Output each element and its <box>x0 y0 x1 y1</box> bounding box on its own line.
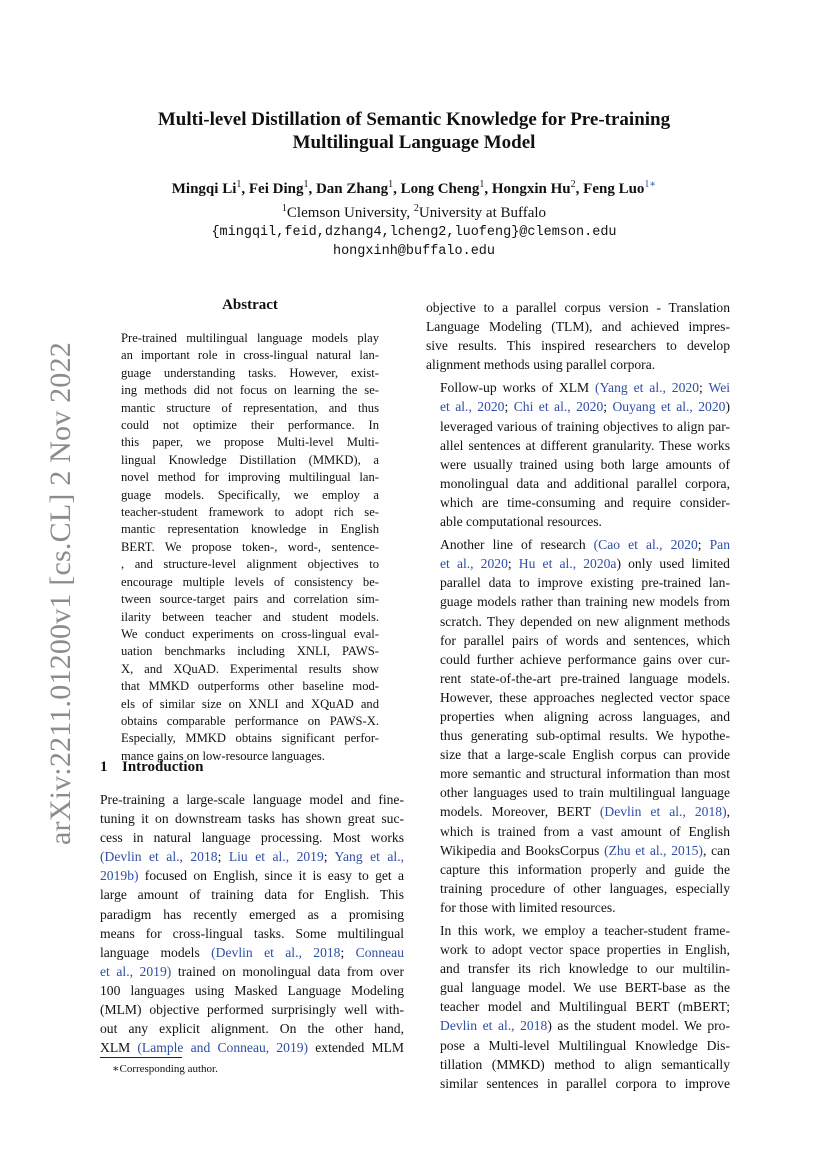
author-affiliation-mark: 1∗ <box>644 179 657 190</box>
abstract-line: teacher-student framework to adopt rich se- <box>121 505 379 520</box>
text-line <box>426 688 730 707</box>
abstract-line: could not optimize their performance. In <box>121 418 379 433</box>
citation-link: (Yang et al., 2020 <box>595 380 699 396</box>
text-segment: scratch. They depended on new alignment methods <box>440 613 730 629</box>
text-segment: could further achieve performance gains over cur- <box>440 651 730 667</box>
intro-paragraph-3 <box>426 535 730 917</box>
text-segment: ; <box>699 380 709 396</box>
text-segment: ; <box>504 399 514 415</box>
text-segment: , <box>726 804 731 820</box>
author-block <box>100 175 728 261</box>
text-segment: for parallel pairs of words and sentences, which <box>440 632 730 648</box>
text-segment: training procedure of other languages, especially <box>440 880 730 896</box>
text-segment: were usually trained using both large amounts of <box>440 456 730 472</box>
text-segment: pose a Multi-level Multilingual Knowledge Dis- <box>440 1037 730 1053</box>
paper-title <box>100 108 728 154</box>
citation-link: (Zhu et al., 2015) <box>604 842 703 858</box>
text-segment: monolingual data and additional parallel corpora, <box>440 475 730 491</box>
author-name: Long Cheng <box>400 181 480 197</box>
text-segment: Wikipedia and BooksCorpus <box>440 842 605 858</box>
text-line <box>426 802 730 821</box>
text-line <box>100 905 404 924</box>
text-line <box>426 745 730 764</box>
text-line <box>100 981 404 1000</box>
text-segment: similar sentences in parallel corpora to improve <box>440 1075 730 1091</box>
text-segment: guage models rather than training new models from <box>440 594 730 610</box>
section-number: 1 <box>100 759 108 775</box>
text-segment: ; <box>697 537 710 553</box>
abstract-line: an important role in cross-lingual natural lan- <box>121 348 379 363</box>
author-affiliation-mark: 1 <box>236 179 242 190</box>
abstract-line: BERT. We propose token-, word-, sentence- <box>121 539 379 554</box>
text-segment: ) <box>725 399 730 415</box>
text-segment: ; <box>603 399 613 415</box>
text-segment: large amount of training data for English. This <box>100 887 404 903</box>
text-line <box>426 355 730 374</box>
text-line <box>426 997 730 1016</box>
abstract-heading: Abstract <box>222 297 278 313</box>
text-segment: rent state-of-the-art pre-trained language models. <box>440 670 730 686</box>
text-line <box>426 921 730 940</box>
text-line <box>426 493 730 512</box>
citation-link: Pan <box>709 537 730 553</box>
title-line-1: Multi-level Distillation of Semantic Knowledge for Pre-training <box>157 109 671 130</box>
arxiv-identifier: arXiv:2211.01200v1 [cs.CL] 2 Nov 2022 <box>44 342 77 845</box>
citation-link: et al., 2020 <box>440 556 508 572</box>
citation-link: (Devlin et al., 2018 <box>211 944 341 960</box>
citation-link: (Lample and Conneau, 2019) <box>137 1040 309 1056</box>
text-line <box>426 940 730 959</box>
text-line <box>426 879 730 898</box>
abstract-line: this paper, we propose Multi-level Multi- <box>121 435 379 450</box>
text-segment: Language Modeling (TLM), and achieved impres- <box>426 319 730 335</box>
citation-link: (Cao et al., 2020 <box>593 537 698 553</box>
email-line-1: {mingqil,feid,dzhang4,lcheng2,luofeng}@clemson.edu <box>211 225 617 240</box>
text-line <box>426 573 730 592</box>
abstract-line: lingual Knowledge Distillation (MMKD), a <box>121 452 379 467</box>
abstract-line: ing methods did not focus on learning the se- <box>121 383 379 398</box>
abstract-body <box>121 330 379 765</box>
text-segment: which is trained from a vast amount of English <box>440 823 730 839</box>
author-name: Feng Luo <box>583 181 645 197</box>
text-line <box>100 924 404 943</box>
affil-sup-1: 1 <box>281 203 287 214</box>
text-segment: means for cross-lingual tasks. Some multilingual <box>100 925 404 941</box>
text-segment: size that a large-scale English corpus can provide <box>440 747 730 763</box>
text-segment: ; <box>217 849 229 865</box>
intro-paragraph-1 <box>100 790 404 1057</box>
text-segment: extended MLM <box>308 1040 404 1056</box>
citation-link: Yang et al., <box>334 849 404 865</box>
text-line <box>426 592 730 611</box>
text-line <box>426 512 730 531</box>
abstract-line: encourage multiple levels of consistency be- <box>121 574 379 589</box>
text-line <box>426 650 730 669</box>
text-segment: allel sentences at different granularity. These works <box>440 437 730 453</box>
text-line <box>426 898 730 917</box>
abstract-line: Especially, MMKD obtains significant perfor- <box>121 731 379 746</box>
text-line <box>100 943 404 962</box>
abstract-line: els of similar size on XNLI and XQuAD and <box>121 696 379 711</box>
citation-link: Liu et al., 2019 <box>228 849 324 865</box>
text-segment: ; <box>323 849 335 865</box>
text-line <box>426 669 730 688</box>
text-line <box>426 474 730 493</box>
text-segment: more semantic and structural information than most <box>440 766 730 782</box>
text-line <box>100 828 404 847</box>
text-segment: gual language model. We use BERT-base as the <box>440 980 730 996</box>
text-segment: Another line of research <box>440 537 594 553</box>
footnote-rule <box>100 1057 182 1058</box>
text-line <box>426 841 730 860</box>
text-line <box>426 1016 730 1035</box>
text-segment: which are time-consuming and require consider- <box>440 494 730 510</box>
text-line <box>426 764 730 783</box>
text-segment: properties when aligning across languages, and <box>440 708 730 724</box>
text-line <box>426 378 730 397</box>
author-affiliation-mark: 2 <box>570 179 576 190</box>
text-line <box>426 317 730 336</box>
text-segment: sive results. This inspired researchers to develop <box>426 338 730 354</box>
intro-paragraph-1-continued <box>426 298 730 374</box>
text-line <box>100 866 404 885</box>
text-line <box>100 809 404 828</box>
citation-link: Hu et al., 2020a <box>518 556 617 572</box>
text-segment: paradigm has recently emerged as a promising <box>100 906 404 922</box>
text-line <box>100 1000 404 1019</box>
abstract-line: novel method for improving multilingual lan- <box>121 470 379 485</box>
text-segment: Follow-up works of XLM <box>440 380 596 396</box>
text-line <box>426 535 730 554</box>
text-line <box>426 978 730 997</box>
text-line <box>426 959 730 978</box>
text-line <box>100 1019 404 1038</box>
right-column <box>426 298 730 1093</box>
text-line <box>426 1074 730 1093</box>
text-line <box>426 397 730 416</box>
abstract-line: , and structure-level alignment objectives to <box>121 557 379 572</box>
citation-link: Conneau <box>355 944 404 960</box>
text-line <box>426 783 730 802</box>
affil-sup-2: 2 <box>413 203 419 214</box>
text-segment: ; <box>507 556 519 572</box>
email-line-2: hongxinh@buffalo.edu <box>332 244 496 259</box>
abstract-line: guage understanding tasks. However, exist- <box>121 365 379 380</box>
text-segment: tuning it on downstream tasks has shown great suc- <box>100 811 404 827</box>
abstract-line: uation benchmarks including XNLI, PAWS- <box>121 644 379 659</box>
text-segment: able computational resources. <box>440 514 602 530</box>
citation-link: (Devlin et al., 2018) <box>599 804 727 820</box>
abstract-line: mantic structure of representation, and thus <box>121 400 379 415</box>
abstract-line: mantic representation knowledge in English <box>121 522 379 537</box>
abstract-line: ilarity between teacher and student models. <box>121 609 379 624</box>
text-segment: alignment methods using parallel corpora. <box>426 357 656 373</box>
text-segment: for those with limited resources. <box>440 899 616 915</box>
citation-link: Devlin et al., 2018 <box>440 1018 548 1034</box>
citation-link: Ouyang et al., 2020 <box>612 399 726 415</box>
text-segment: other languages used to train multilingual language <box>440 785 730 801</box>
text-segment: ; <box>340 944 356 960</box>
abstract-line: mance gains on low-resource languages. <box>121 748 325 763</box>
text-line <box>426 726 730 745</box>
text-line <box>100 962 404 981</box>
text-segment: cess in natural language processing. Most works <box>100 830 404 846</box>
text-line <box>426 336 730 355</box>
affil-clemson: Clemson University, <box>286 205 414 221</box>
abstract-line: We conduct experiments on cross-lingual eval- <box>121 626 379 641</box>
citation-link: Wei <box>708 380 731 396</box>
author-affiliation-mark: 1 <box>388 179 394 190</box>
text-line <box>426 455 730 474</box>
text-segment: XLM <box>100 1040 138 1056</box>
intro-paragraph-2 <box>426 378 730 531</box>
text-segment: capture this information properly and guide the <box>440 861 730 877</box>
text-segment: ) as the student model. We pro- <box>547 1018 730 1034</box>
author-affiliation-mark: 1 <box>303 179 309 190</box>
text-line <box>426 707 730 726</box>
text-segment: out any explicit alignment. On the other hand, <box>100 1021 404 1037</box>
abstract-line: obtains comparable performance on PAWS-X. <box>121 713 379 728</box>
text-segment: tillation (MMKD) method to align semantically <box>440 1056 730 1072</box>
text-line <box>426 1036 730 1055</box>
citation-link: et al., 2020 <box>440 399 505 415</box>
intro-paragraph-4 <box>426 921 730 1093</box>
abstract-line: Pre-trained multilingual language models play <box>121 331 379 345</box>
text-segment: leveraged various of training objectives to align par- <box>440 418 730 434</box>
text-line <box>100 885 404 904</box>
text-line <box>426 612 730 631</box>
text-line <box>426 822 730 841</box>
citation-link: Chi et al., 2020 <box>513 399 604 415</box>
text-line <box>426 554 730 573</box>
text-segment: (MLM) objective performed surprisingly well with- <box>100 1002 404 1018</box>
text-segment: work to adopt vector space properties in English, <box>440 942 730 958</box>
text-segment: thus generating sub-optimal results. We hypothe- <box>440 728 730 744</box>
text-line <box>100 1038 404 1057</box>
author-name: Hongxin Hu <box>491 181 571 197</box>
text-segment: and transfer its rich knowledge to our multilin- <box>440 961 730 977</box>
author-name: Mingqi Li <box>171 181 237 197</box>
citation-link: (Devlin et al., 2018 <box>100 849 218 865</box>
text-segment: teacher model and Multilingual BERT (mBERT; <box>440 999 730 1015</box>
abstract-line: that MMKD outperforms other baseline mod- <box>121 679 379 694</box>
affil-buffalo: University at Buffalo <box>418 205 547 221</box>
text-line <box>426 860 730 879</box>
abstract-line: X, and XQuAD. Experimental results show <box>121 661 379 676</box>
citation-link: et al., 2019) <box>100 963 172 979</box>
text-segment: However, these approaches neglected vector space <box>440 689 730 705</box>
section-title: Introduction <box>122 759 204 775</box>
text-segment: parallel data to improve existing pre-trained lan- <box>440 575 730 591</box>
abstract-line: tween source-target pairs and correlation sim- <box>121 592 379 607</box>
footnote-corresponding-author: ∗Corresponding author. <box>112 1063 218 1075</box>
text-segment: ) only used limited <box>616 556 730 572</box>
text-segment: language models <box>100 944 212 960</box>
left-column <box>100 790 404 1057</box>
text-segment: 100 languages using Masked Language Modeling <box>100 982 404 998</box>
text-line <box>100 790 404 809</box>
text-line <box>426 1055 730 1074</box>
text-segment: Pre-training a large-scale language model and fine- <box>100 792 404 807</box>
section-heading-introduction <box>100 759 203 776</box>
affiliations <box>100 199 728 223</box>
author-name: Dan Zhang <box>315 181 389 197</box>
author-name: Fei Ding <box>248 181 304 197</box>
text-line <box>426 417 730 436</box>
text-line <box>426 631 730 650</box>
author-affiliation-mark: 1 <box>479 179 485 190</box>
abstract-line: guage models. Specifically, we employ a <box>121 487 379 502</box>
title-line-2: Multilingual Language Model <box>292 132 536 153</box>
text-segment: models. Moreover, BERT <box>440 804 600 820</box>
text-line <box>426 436 730 455</box>
text-segment: objective to a parallel corpus version - Translation <box>426 300 730 315</box>
author-names: Mingqi Li$^1$, Fei Ding$^1$, Dan Zhang$^1$, Long Cheng$^1$, Hongxin Hu$^2$, Feng Luo$^{1∗}$ <box>171 179 657 197</box>
text-segment: focused on English, since it is easy to get a <box>138 868 404 884</box>
text-line <box>426 298 730 317</box>
text-line <box>100 847 404 866</box>
text-segment: , can <box>702 842 730 858</box>
text-segment: In this work, we employ a teacher-student frame- <box>440 923 730 938</box>
text-segment: trained on monolingual data from over <box>171 963 404 979</box>
citation-link: 2019b) <box>100 868 139 884</box>
